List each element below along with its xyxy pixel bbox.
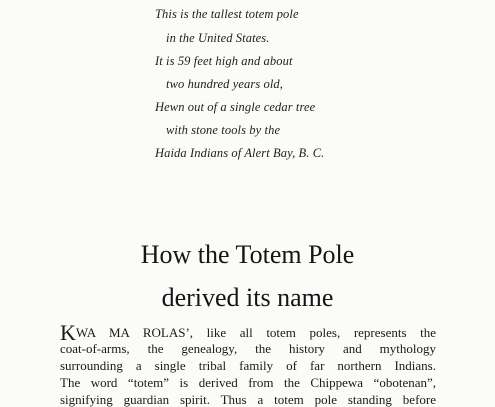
body-line-5: signifying guardian spirit. Thus a totem pole standing before (60, 392, 436, 407)
page-title-line-2: derived its name (161, 283, 334, 312)
body-line-3: surrounding a single tribal family of far northern Indians. (60, 358, 436, 373)
body-line-4: The word “totem” is derived from the Chippewa “obotenan”, (60, 375, 436, 390)
body-line-2: coat-of-arms, the genealogy, the history and mythology (60, 341, 436, 356)
drop-cap: K (60, 320, 76, 345)
caption-line-6: with stone tools by the (166, 123, 281, 137)
page-title-line-1: How the Totem Pole (140, 240, 355, 269)
caption-line-2: in the United States. (166, 31, 270, 45)
caption-line-5: Hewn out of a single cedar tree (155, 100, 316, 114)
caption-line-7: Haida Indians of Alert Bay, B. C. (155, 146, 325, 160)
caption-line-1: This is the tallest totem pole (155, 7, 299, 21)
photo-caption (0, 0, 495, 170)
body-line-1-text: WA MA ROLAS’, like all totem poles, represents the (75, 325, 436, 340)
caption-line-3: It is 59 feet high and about (155, 54, 293, 68)
caption-line-4: two hundred years old, (166, 77, 284, 91)
